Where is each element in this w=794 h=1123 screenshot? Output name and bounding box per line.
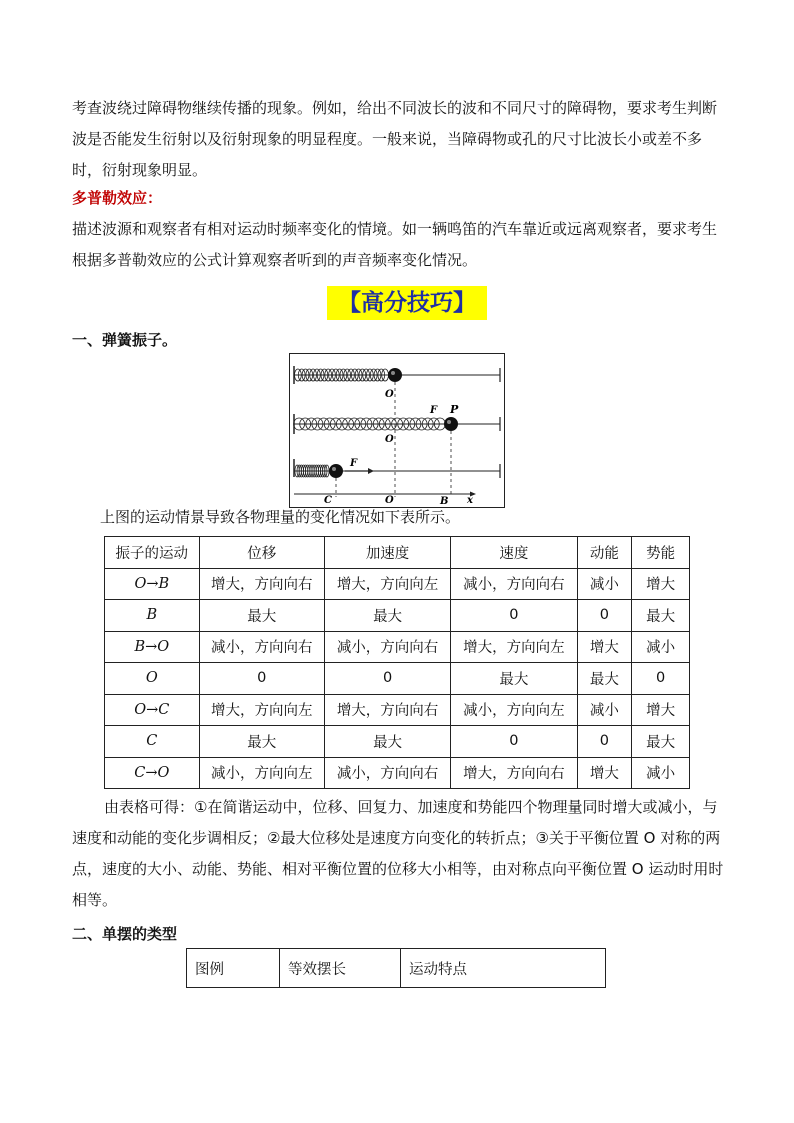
table-cell: 0 [577, 600, 632, 632]
table-row [105, 631, 690, 663]
table-header-row [105, 537, 690, 569]
high-score-tips-banner: 【高分技巧】 [327, 286, 487, 320]
oscillator-quantity-table [104, 536, 690, 789]
table-cell: 增大 [632, 694, 690, 726]
table-cell: 减小 [632, 757, 690, 789]
ball-2-highlight [447, 420, 451, 424]
table-cell: 减小，方向向左 [199, 757, 324, 789]
table-cell: 最大 [451, 663, 577, 695]
table-cell: 0 [451, 726, 577, 758]
table-cell: 0 [199, 663, 324, 695]
table-cell: 增大 [632, 568, 690, 600]
motion-cell: C [105, 726, 200, 758]
doppler-heading: 多普勒效应： [72, 189, 163, 207]
ball-1-highlight [391, 371, 395, 375]
label-f-row3: F [350, 458, 358, 469]
table-cell: 增大，方向向左 [324, 568, 450, 600]
table-cell: 减小 [577, 694, 632, 726]
table-cell: 减小 [632, 631, 690, 663]
header-cell: 位移 [199, 537, 324, 569]
table-cell: 最大 [632, 600, 690, 632]
table-row [105, 663, 690, 695]
table-cell: 0 [324, 663, 450, 695]
table-cell: 增大 [577, 757, 632, 789]
table-cell: 0 [632, 663, 690, 695]
ball-1 [388, 368, 402, 382]
header-cell: 运动特点 [401, 949, 606, 988]
force-arrow-head [368, 468, 374, 474]
header-cell: 图例 [187, 949, 280, 988]
pendulum-types-table [186, 948, 606, 988]
diffraction-paragraph: 考查波绕过障碍物继续传播的现象。例如，给出不同波长的波和不同尺寸的障碍物，要求考生判断波是否能发生衍射以及衍射现象的明显程度。一般来说，当障碍物或孔的尺寸比波长小或差不多时，衍射现象明显。 [72, 99, 718, 179]
header-cell: 加速度 [324, 537, 450, 569]
table-row [105, 600, 690, 632]
motion-cell: C→O [105, 757, 200, 789]
header-cell: 等效摆长 [280, 949, 401, 988]
table-cell: 最大 [324, 600, 450, 632]
ball-3 [329, 464, 343, 478]
motion-cell: B→O [105, 631, 200, 663]
motion-cell: B [105, 600, 200, 632]
ball-2 [444, 417, 458, 431]
label-f-row2: F [430, 405, 438, 416]
motion-cell: O→B [105, 568, 200, 600]
table-cell: 减小，方向向右 [451, 568, 577, 600]
table-cell: 减小，方向向左 [451, 694, 577, 726]
header-cell: 动能 [577, 537, 632, 569]
table-cell: 增大，方向向右 [451, 757, 577, 789]
table-cell: 减小，方向向右 [324, 757, 450, 789]
table-cell: 最大 [199, 726, 324, 758]
header-cell: 振子的运动 [105, 537, 200, 569]
ball-3-highlight [332, 467, 336, 471]
label-x-axis: x [467, 495, 473, 506]
label-c: C [324, 495, 332, 506]
section-2-title: 二、单摆的类型 [72, 925, 178, 943]
table-cell: 最大 [324, 726, 450, 758]
motion-cell: O→C [105, 694, 200, 726]
label-o-row1: O [385, 389, 394, 400]
spring-oscillator-figure [289, 353, 505, 508]
table-cell: 增大，方向向左 [451, 631, 577, 663]
label-o-row2: O [385, 434, 394, 445]
table-cell: 减小 [577, 568, 632, 600]
doppler-paragraph: 描述波源和观察者有相对运动时频率变化的情境。如一辆鸣笛的汽车靠近或远离观察者，要求考生根据多普勒效应的公式计算观察者听到的声音频率变化情况。 [72, 220, 718, 269]
table-cell: 0 [577, 726, 632, 758]
table-row [105, 726, 690, 758]
table-row [105, 757, 690, 789]
label-b: B [440, 496, 449, 507]
table-row [105, 568, 690, 600]
motion-cell: O [105, 663, 200, 695]
table-cell: 减小，方向向右 [199, 631, 324, 663]
table-row [105, 694, 690, 726]
table-cell: 减小，方向向右 [324, 631, 450, 663]
table-cell: 增大，方向向右 [324, 694, 450, 726]
header-cell: 势能 [632, 537, 690, 569]
table-cell: 增大，方向向右 [199, 568, 324, 600]
table-cell: 增大 [577, 631, 632, 663]
table-header-row [187, 949, 606, 988]
header-cell: 速度 [451, 537, 577, 569]
table-cell: 最大 [577, 663, 632, 695]
table-cell: 0 [451, 600, 577, 632]
table-conclusion-paragraph: 由表格可得：①在简谐运动中，位移、回复力、加速度和势能四个物理量同时增大或减小，与速度和动能的变化步调相反；②最大位移处是速度方向变化的转折点；③关于平衡位置 O 对称的两点，速度的大小、动能、势能、相对平衡位置的位移大小相等，由对称点向平衡位置 O 运动时用时相等。 [72, 798, 724, 909]
label-p: P [450, 403, 459, 416]
table-cell: 增大，方向向左 [199, 694, 324, 726]
label-o-axis: O [385, 495, 394, 506]
table-cell: 最大 [199, 600, 324, 632]
table-cell: 最大 [632, 726, 690, 758]
section-1-title: 一、弹簧振子。 [72, 331, 178, 349]
figure-caption: 上图的运动情景导致各物理量的变化情况如下表所示。 [100, 508, 461, 526]
